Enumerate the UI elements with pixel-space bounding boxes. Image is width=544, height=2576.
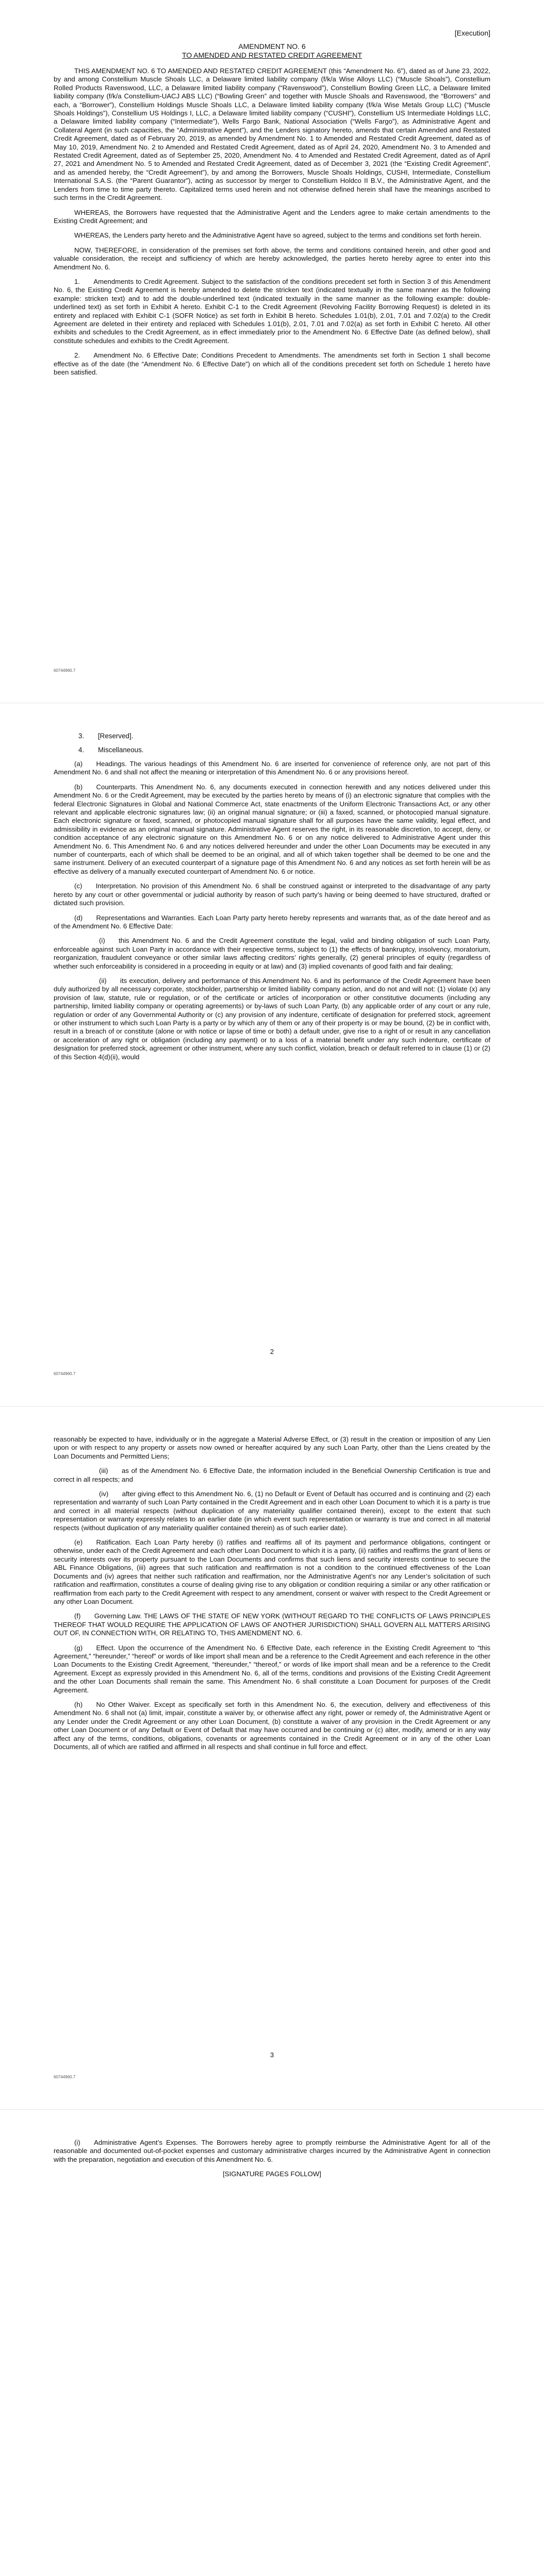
signature-pages-follow: [SIGNATURE PAGES FOLLOW] [223, 2170, 321, 2178]
section-4-heading: 4. Miscellaneous. [78, 746, 144, 754]
section-4f-paragraph: (f) Governing Law. THE LAWS OF THE STATE OF NEW YORK (WITHOUT REGARD TO THE CONFLICTS OF LAWS PRINCIPLES THEREOF THAT WOULD REQUIRE THE APPLICATION OF LAWS OF ANOTHER JURISDICTION) SHALL GOVERN ALL MATTERS ARISING OUT OF, IN CONNECTION WITH, OR RELATING TO, THIS AMENDMENT NO. 6. [54, 1612, 490, 1637]
section-4b-paragraph: (b) Counterparts. This Amendment No. 6, any documents executed in connection herewith and any notices delivered under this Amendment No. 6 or the Credit Agreement, may be executed by the parties hereto by means of (i) an electronic signature that complies with the federal Electronic Signatures in Global and National Commerce Act, state enactments of the Uniform Electronic Transactions Act, or any other relevant and applicable electronic signatures law; (ii) an original manual signature; or (iii) a faxed, scanned, or photocopied manual signature. Each electronic signature or faxed, scanned, or photocopied manual signature shall for all purposes have the same validity, legal effect, and admissibility in evidence as an original manual signature. Administrative Agent reserves the right, in its reasonable discretion, to accept, deny, or condition acceptance of any electronic signature on this Amendment No. 6 or on any notice delivered to Administrative Agent under this Amendment No. 6. This Amendment No. 6 and any notices delivered hereunder and under the other Loan Documents may be executed in any number of counterparts, each of which shall be deemed to be an original, and all of which taken together shall be deemed to be one and the same instrument. Delivery of an executed counterpart of a signature page of this Amendment No. 6 and any notices as set forth herein will be as effective as delivery of a manually executed counterpart of Amendment No. 6 or notice. [54, 783, 490, 875]
page-1 [0, 0, 544, 703]
section-4g-paragraph: (g) Effect. Upon the occurrence of the Amendment No. 6 Effective Date, each reference in the Existing Credit Agreement to “this Agreement,” “hereunder,” “hereof” or words of like import shall mean and be a reference to the Credit Agreement and each reference in the other Loan Documents to the Existing Credit Agreement, “thereunder,” “thereof,” or words of like import shall mean and be a reference to the Credit Agreement. Except as expressly provided in this Amendment No. 6, all of the terms, conditions and provisions of the Existing Credit Agreement and the other Loan Documents shall remain the same. This Amendment No. 6 shall constitute a Loan Document for purposes of the Credit Agreement. [54, 1643, 490, 1694]
section-4d-paragraph: (d) Representations and Warranties. Each Loan Party party hereto hereby represents and warrants that, as of the date hereof and as of the Amendment No. 6 Effective Date: [54, 913, 490, 930]
section-3-heading: 3. [Reserved]. [78, 732, 134, 740]
section-4a-paragraph: (a) Headings. The various headings of this Amendment No. 6 are inserted for convenience of reference only, are not part of this Amendment No. 6 and shall not affect the meaning or interpretation of this Amendment No. 6 or any provisions hereof. [54, 760, 490, 776]
preamble-paragraph: THIS AMENDMENT NO. 6 TO AMENDED AND RESTATED CREDIT AGREEMENT (this “Amendment No. 6”), dated as of June 23, 2022, by and among Constellium Muscle Shoals LLC, a Delaware limited liability company (f/k/a Wise Alloys LLC) (“Muscle Shoals”), Constellium Rolled Products Ravenswood, LLC, a Delaware limited liability company (“Ravenswood”), Constellium Bowling Green LLC, a Delaware limited liability company (f/k/a Constellium-UACJ ABS LLC) (“Bowling Green” and together with Muscle Shoals and Ravenswood, the “Borrowers” and each, a “Borrower”), Constellium Holdings Muscle Shoals LLC, a Delaware limited liability company (f/k/a Wise Metals Group LLC) (“Muscle Shoals Holdings”), Constellium US Holdings I, LLC, a Delaware limited liability company (“CUSHI”), Constellium US Intermediate Holdings LLC, a Delaware limited liability company (“Intermediate”), Wells Fargo Bank, National Association (“Wells Fargo”), as Administrative Agent and Collateral Agent (in such capacities, the “Administrative Agent”), and the Lenders signatory hereto, amends that certain Amended and Restated Credit Agreement, dated as of February 20, 2019, as amended by Amendment No. 1 to Amended and Restated Credit Agreement, dated as of May 10, 2019, Amendment No. 2 to Amended and Restated Credit Agreement, dated as of April 24, 2020, Amendment No. 3 to Amended and Restated Credit Agreement, dated as of September 25, 2020, Amendment No. 4 to Amended and Restated Credit Agreement, dated as of April 27, 2021 and Amendment No. 5 to Amended and Restated Credit Agreement, dated as of December 3, 2021 (the “Existing Credit Agreement”, and as amended hereby, the “Credit Agreement”), by and among the Borrowers, Muscle Shoals Holdings, CUSHI, Intermediate, Constellium International S.A.S. (the “Parent Guarantor”), acting as successor by merger to Constellium Holdco II B.V., the Administrative Agent, and the Lenders from time to time party thereto. Capitalized terms used herein and not otherwise defined herein shall have the meanings ascribed to such terms in the Credit Agreement. [54, 67, 490, 202]
footer-document-id: 60744960.7 [54, 2075, 76, 2079]
title-line-2: TO AMENDED AND RESTATED CREDIT AGREEMENT [182, 51, 362, 59]
section-4d-iv-paragraph: (iv) after giving effect to this Amendment No. 6, (1) no Default or Event of Default has occurred and is continuing and (2) each representation and warranty of such Loan Party contained in the Credit Agreement and in each other Loan Document to which it is a party is true and correct in all material respects (without duplication of any materiality qualifier contained therein), except to the extent that such representation or warranty expressly relates to an earlier date (in which event such representation or warranty is true and correct in all material respects (without duplication of any materiality qualifier contained therein) as of such earlier date). [54, 1490, 490, 1532]
whereas-paragraph-2: WHEREAS, the Lenders party hereto and the Administrative Agent have so agreed, subject to the terms and conditions set forth herein. [74, 231, 482, 240]
section-4i-paragraph: (i) Administrative Agent’s Expenses. The Borrowers hereby agree to promptly reimburse the Administrative Agent for all of the reasonable and documented out-of-pocket expenses and customary administrative charges incurred by the Administrative Agent in connection with the preparation, negotiation and execution of this Amendment No. 6. [54, 2139, 490, 2163]
page-number: 2 [270, 1348, 274, 1355]
page-2 [0, 703, 544, 1406]
section-4d-ii-continued: reasonably be expected to have, individually or in the aggregate a Material Adverse Effect, or (3) result in the creation or imposition of any Lien upon or with respect to any property or assets now owned or hereafter acquired by any such Loan Party, other than the Liens created by the Loan Documents and Permitted Liens; [54, 1435, 490, 1460]
section-4c-paragraph: (c) Interpretation. No provision of this Amendment No. 6 shall be construed against or interpreted to the disadvantage of any party hereto by any court or other governmental or judicial authority by reason of such party’s having or being deemed to have structured, drafted or dictated such provision. [54, 882, 490, 907]
document-title [54, 42, 490, 60]
page-4 [0, 2110, 544, 2576]
page-3 [0, 1406, 544, 2110]
footer-document-id: 60744960.7 [54, 668, 76, 673]
section-4d-ii-paragraph: (ii) its execution, delivery and performance of this Amendment No. 6 and its performance of the Credit Agreement have been duly authorized by all necessary corporate, stockholder, partnership or limited liability company action, and do not and will not: (1) violate (x) any provision of law, statute, rule or regulation, or of the certificate or articles of incorporation or other constitutive documents (including any partnership, limited liability company or operating agreements) or by-laws of such Loan Party, (b) any applicable order of any court or any rule, regulation or order of any Governmental Authority or (c) any provision of any indenture, certificate of designation for preferred stock, agreement or other instrument to which such Loan Party is a party or by which any of them or any of their property is or may be bound, (2) be in conflict with, result in a breach of or constitute (alone or with notice or lapse of time or both) a default under, give rise to a right of or result in any cancellation or acceleration of any right or obligation (including any payment) or to a loss of a material benefit under any such indenture, certificate of designation for preferred stock, agreement or other instrument, where any such conflict, violation, breach or default referred to in clause (1) or (2) of this Section 4(d)(ii), would [54, 976, 490, 1061]
execution-label: [Execution] [454, 29, 490, 37]
section-4h-paragraph: (h) No Other Waiver. Except as specifically set forth in this Amendment No. 6, the execution, delivery and effectiveness of this Amendment No. 6 shall not (a) limit, impair, constitute a waiver by, or otherwise affect any right, power or remedy of, the Administrative Agent or any Lender under the Credit Agreement or any other Loan Document, (b) constitute a waiver of any provision in the Credit Agreement or any other Loan Document or of any Default or Event of Default that may have occurred and be continuing or (c) alter, modify, amend or in any way affect any of the terms, conditions, obligations, covenants or agreements contained in the Credit Agreement or in any of the other Loan Documents, all of which are ratified and affirmed in all respects and shall continue in full force and effect. [54, 1700, 490, 1751]
page-number: 3 [270, 2051, 274, 2059]
footer-document-id: 60744960.7 [54, 1371, 76, 1376]
section-4e-paragraph: (e) Ratification. Each Loan Party hereby (i) ratifies and reaffirms all of its payment and performance obligations, contingent or otherwise, under each of the Credit Agreement and each other Loan Document to which it is a party, (ii) ratifies and reaffirms the grant of liens or security interests over its property pursuant to the Loan Documents and confirms that such liens and security interests continue to secure the ABL Finance Obligations, (iii) agrees that such ratification and reaffirmation is not a condition to the continued effectiveness of the Loan Documents and (iv) agrees that neither such ratification and reaffirmation, nor the Administrative Agent’s nor any Lender’s solicitation of such ratification and reaffirmation, constitutes a course of dealing giving rise to any obligation or condition requiring a similar or any other ratification or reaffirmation from each party to the Credit Agreement with respect to any amendment, consent or waiver with respect to the Credit Agreement or any other Loan Document. [54, 1538, 490, 1605]
now-therefore-paragraph: NOW, THEREFORE, in consideration of the premises set forth above, the terms and conditions contained herein, and other good and valuable consideration, the receipt and sufficiency of which are hereby acknowledged, the parties hereto hereby agree to enter into this Amendment No. 6. [54, 246, 490, 271]
whereas-paragraph-1: WHEREAS, the Borrowers have requested that the Administrative Agent and the Lenders agree to make certain amendments to the Existing Credit Agreement; and [54, 208, 490, 225]
title-line-1: AMENDMENT NO. 6 [238, 42, 306, 50]
section-1-paragraph: 1. Amendments to Credit Agreement. Subject to the satisfaction of the conditions precedent set forth in Section 3 of this Amendment No. 6, the Existing Credit Agreement is hereby amended to delete the stricken text (indicated textually in the same manner as the following example: stricken text) and to add the double-underlined text (indicated textually in the same manner as the following example: double-underlined text) as set forth in Exhibit A hereto. Exhibit C-1 to the Credit Agreement (Revolving Facility Borrowing Request) is deleted in its entirety and replaced with Exhibit C-1 (SOFR Notice) as set forth in Exhibit B hereto. Schedules 1.01(b), 2.01, 7.01 and 7.02(a) to the Credit Agreement are deleted in their entirety and replaced with Schedules 1.01(b), 2.01, 7.01 and 7.02(a) as set forth in Exhibit C hereto. All other exhibits and schedules to the Credit Agreement, as in effect immediately prior to the Amendment No. 6 Effective Date (as defined below), shall constitute schedules and exhibits to the Credit Agreement. [54, 277, 490, 345]
section-2-paragraph: 2. Amendment No. 6 Effective Date; Conditions Precedent to Amendments. The amendments set forth in Section 1 shall become effective as of the date (the “Amendment No. 6 Effective Date”) on which all of the conditions precedent set forth on Schedule 1 hereto have been satisfied. [54, 351, 490, 376]
section-4d-i-paragraph: (i) this Amendment No. 6 and the Credit Agreement constitute the legal, valid and binding obligation of such Loan Party, enforceable against such Loan Party in accordance with their respective terms, subject to (1) the effects of bankruptcy, insolvency, moratorium, reorganization, fraudulent conveyance or other similar laws affecting creditors’ rights generally, (2) general principles of equity (regardless of whether such enforceability is considered in a proceeding in equity or at law) and (3) implied covenants of good faith and fair dealing; [54, 937, 490, 970]
section-4d-iii-paragraph: (iii) as of the Amendment No. 6 Effective Date, the information included in the Beneficial Ownership Certification is true and correct in all respects; and [54, 1467, 490, 1483]
